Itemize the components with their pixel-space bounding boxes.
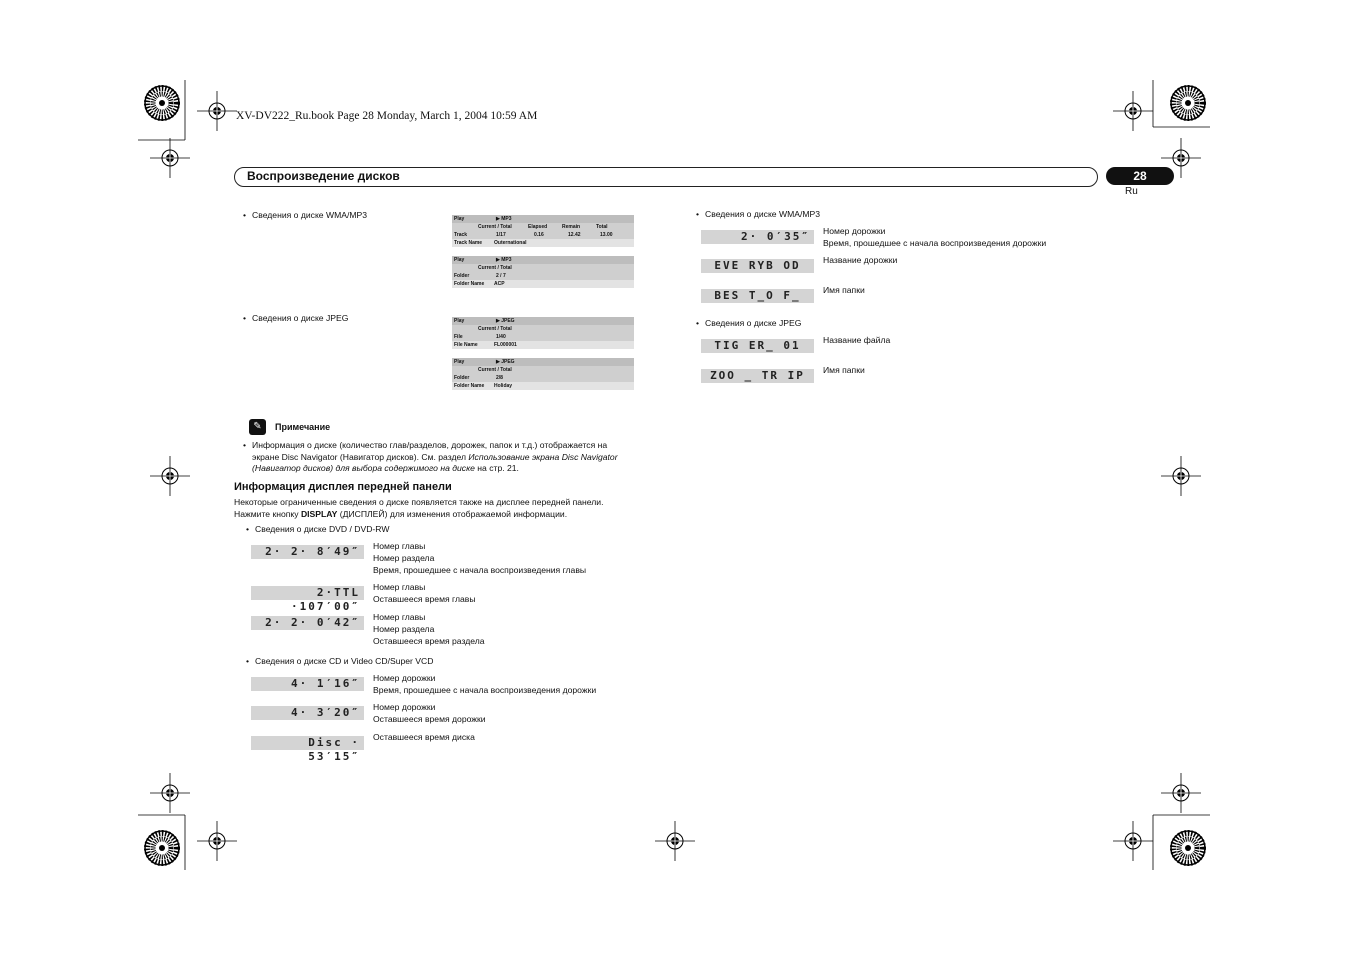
- pencil-icon: ✎: [249, 419, 266, 435]
- note-body: • Информация о диске (количество глав/разделов, дорожек, папок и т.д.) отображается на экране Disc Navigator (Навигатор дисков). См. раздел Использование экрана Disc Navigator (Навигатор дисков) для выбора содержимого на диске на стр. 21.: [243, 440, 618, 474]
- front-display-cd-1: 4· 1′16″: [251, 677, 364, 691]
- osd-jpeg-file-info: [452, 317, 634, 349]
- file-info-line: XV-DV222_Ru.book Page 28 Monday, March 1, 2004 10:59 AM: [236, 110, 538, 122]
- desc-line: Название файла: [823, 335, 891, 345]
- cd-row-2-desc: [373, 702, 486, 726]
- desc-line: Оставшееся время раздела: [373, 635, 485, 646]
- osd-name-value: ACP: [494, 281, 505, 287]
- front-display-jpeg-2: ZOO _ TR IP: [701, 369, 814, 383]
- desc-line: Время, прошедшее с начала воспроизведения дорожки: [823, 237, 1047, 248]
- osd-jpeg-folder-info: [452, 358, 634, 390]
- wma-row-2-desc: [823, 255, 897, 267]
- osd-header-current: Current / Total: [478, 367, 512, 373]
- dvd-row-1-desc: [373, 541, 586, 576]
- osd-mode: ▶ MP3: [496, 257, 512, 263]
- osd-name-label: File Name: [454, 342, 478, 348]
- osd-mode: ▶ JPEG: [496, 359, 515, 365]
- front-display-cd-2: 4· 3′20″: [251, 706, 364, 720]
- osd-track-value: 1/17: [496, 232, 506, 238]
- desc-line: Номер главы: [373, 582, 426, 592]
- desc-line: Время, прошедшее с начала воспроизведения дорожки: [373, 684, 597, 695]
- osd-header-remain: Remain: [562, 224, 581, 230]
- note-title: Примечание: [275, 422, 331, 432]
- desc-line: Номер дорожки: [373, 673, 436, 683]
- osd-total-value: 13.00: [600, 232, 613, 238]
- osd-header-elapsed: Elapsed: [528, 224, 548, 230]
- jpeg-row-2-desc: [823, 365, 865, 377]
- osd-folder-label: Folder: [454, 273, 470, 279]
- desc-line: Время, прошедшее с начала воспроизведения главы: [373, 564, 587, 575]
- note-link-part-2: (Навигатор дисков) для выбора содержимого на диске: [252, 463, 475, 474]
- dvd-row-3-desc: [373, 612, 485, 647]
- wma-row-3-desc: [823, 285, 865, 297]
- note-line-1: Информация о диске (количество глав/разделов, дорожек, папок и т.д.) отображается на: [252, 440, 608, 450]
- desc-line: Оставшееся время главы: [373, 593, 476, 604]
- right-wma-mp3-label: • Сведения о диске WMA/MP3: [696, 209, 820, 219]
- front-display-jpeg-1: TIG ER_ 01: [701, 339, 814, 353]
- osd-file-value: 1/40: [496, 334, 506, 340]
- note-line-2: экране Disc Navigator (Навигатор дисков). См. раздел: [252, 451, 469, 462]
- desc-line: Имя папки: [823, 285, 865, 295]
- note-link-part-1: Использование экрана Disc Navigator: [468, 451, 618, 462]
- osd-play-label: Play: [454, 216, 465, 222]
- osd-name-label: Folder Name: [454, 383, 485, 389]
- osd-folder-value: 2 / 7: [496, 273, 506, 279]
- front-display-wma-3: BES T_O F_: [701, 289, 814, 303]
- desc-line: Номер дорожки: [823, 226, 886, 236]
- section-intro: [234, 497, 654, 520]
- front-display-dvd-3: 2· 2· 0′42″: [251, 616, 364, 630]
- osd-elapsed-value: 0.16: [534, 232, 544, 238]
- osd-header-total: Total: [596, 224, 608, 230]
- osd-wma-folder-info: [452, 256, 634, 288]
- osd-remain-value: 12.42: [568, 232, 581, 238]
- dvd-row-2-desc: [373, 582, 476, 606]
- cd-row-3-desc: [373, 732, 475, 744]
- osd-name-value: FL000001: [494, 342, 517, 348]
- note-page-ref: на стр. 21.: [474, 463, 519, 474]
- display-button-name: DISPLAY: [300, 508, 338, 519]
- osd-play-label: Play: [454, 318, 465, 324]
- osd-play-label: Play: [454, 359, 465, 365]
- desc-line: Номер главы: [373, 541, 426, 551]
- section-title: Информация дисплея передней панели: [234, 481, 452, 493]
- desc-line: Номер раздела: [373, 623, 435, 634]
- desc-line: Оставшееся время дорожки: [373, 713, 486, 724]
- osd-folder-value: 2/8: [496, 375, 503, 381]
- cd-row-1-desc: [373, 673, 596, 697]
- front-display-dvd-1: 2· 2· 8′49″: [251, 545, 364, 559]
- osd-header-current: Current / Total: [478, 224, 512, 230]
- desc-line: Номер раздела: [373, 552, 435, 563]
- osd-wma-track-info: [452, 215, 634, 247]
- wma-row-1-desc: [823, 226, 1046, 250]
- language-code: Ru: [1125, 186, 1138, 197]
- desc-line: Оставшееся время диска: [373, 732, 475, 742]
- osd-name-value: Holiday: [494, 383, 513, 389]
- osd-name-label: Folder Name: [454, 281, 485, 287]
- intro-line-2: Нажмите кнопку: [234, 508, 301, 519]
- chapter-title: Воспроизведение дисков: [247, 169, 400, 183]
- intro-line-2-end: (ДИСПЛЕЙ) для изменения отображаемой информации.: [337, 508, 568, 519]
- jpeg-label: • Сведения о диске JPEG: [243, 313, 348, 323]
- desc-line: Номер дорожки: [373, 702, 436, 712]
- jpeg-row-1-desc: [823, 335, 890, 347]
- front-display-wma-1: 2· 0′35″: [701, 230, 814, 244]
- osd-name-value: Outernational: [494, 240, 527, 246]
- osd-mode: ▶ MP3: [496, 216, 512, 222]
- dvd-label: • Сведения о диске DVD / DVD-RW: [246, 524, 389, 534]
- osd-folder-label: Folder: [454, 375, 470, 381]
- osd-track-label: Track: [454, 232, 468, 238]
- right-jpeg-label: • Сведения о диске JPEG: [696, 318, 801, 328]
- osd-header-current: Current / Total: [478, 265, 512, 271]
- front-display-cd-3: Disc · 53′15″: [251, 736, 364, 750]
- desc-line: Имя папки: [823, 365, 865, 375]
- desc-line: Номер главы: [373, 612, 426, 622]
- desc-line: Название дорожки: [823, 255, 898, 265]
- front-display-wma-2: EVE RYB OD: [701, 259, 814, 273]
- osd-file-label: File: [454, 334, 463, 340]
- osd-header-current: Current / Total: [478, 326, 512, 332]
- osd-play-label: Play: [454, 257, 465, 263]
- wma-mp3-label: • Сведения о диске WMA/MP3: [243, 210, 367, 220]
- front-display-dvd-2: 2·TTL ·107′00″: [251, 586, 364, 600]
- osd-name-label: Track Name: [454, 240, 483, 246]
- cd-label: • Сведения о диске CD и Video CD/Super VCD: [246, 656, 433, 666]
- chapter-title-bar: [234, 167, 1098, 187]
- intro-line-1: Некоторые ограниченные сведения о диске появляется также на дисплее передней панели.: [234, 497, 604, 507]
- page-number: 28: [1106, 167, 1174, 185]
- osd-mode: ▶ JPEG: [496, 318, 515, 324]
